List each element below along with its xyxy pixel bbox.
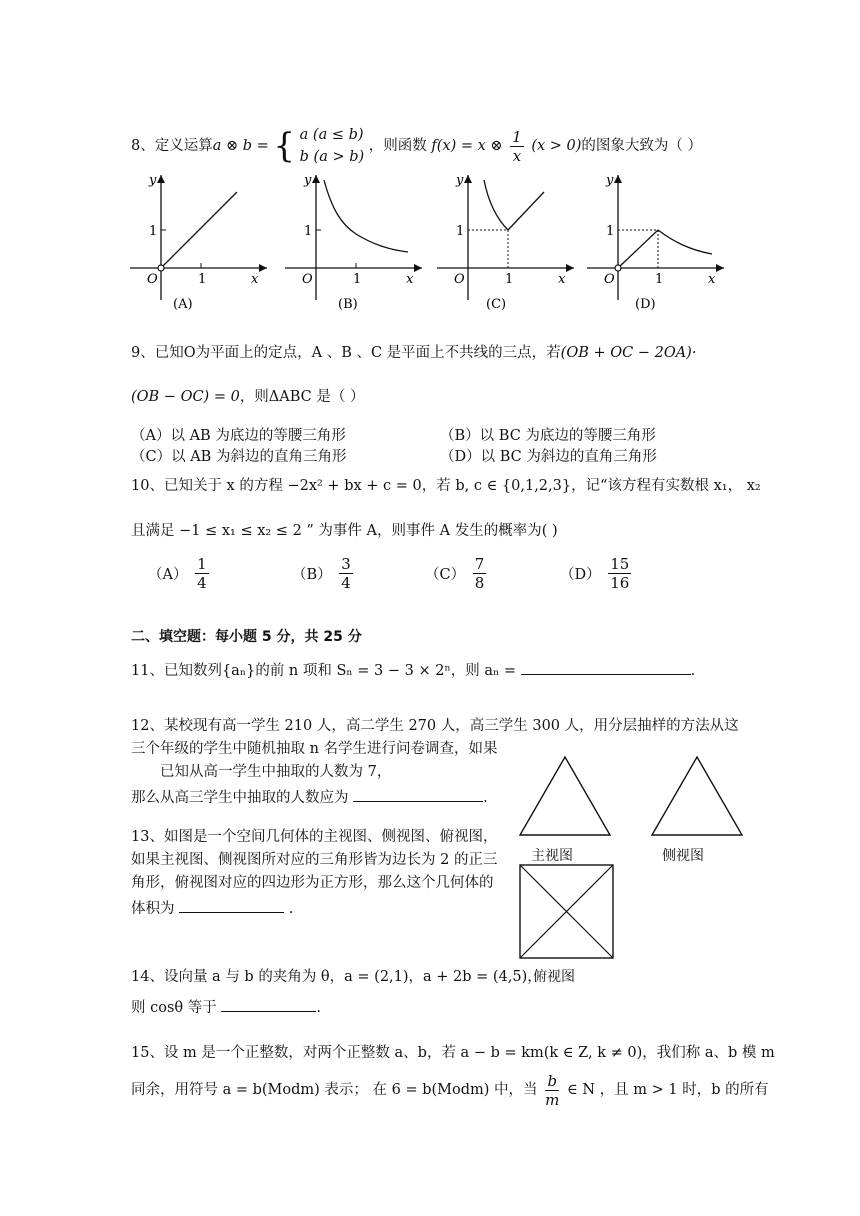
side-view-triangle bbox=[652, 757, 742, 835]
q13-end: . bbox=[284, 901, 294, 917]
graph-c-line bbox=[508, 192, 544, 230]
q12-line2: 三个年级的学生中随机抽取 n 名学生进行问卷调查，如果 bbox=[131, 741, 498, 757]
graph-c-tick-y: 1 bbox=[456, 224, 465, 239]
q10-option-a-frac bbox=[195, 555, 209, 592]
q13-line3: 角形，俯视图对应的四边形为正方形，那么这个几何体的 bbox=[131, 875, 494, 891]
q8-tail: 的图象大致为（ ） bbox=[581, 138, 703, 154]
q13-answer-blank[interactable] bbox=[179, 896, 284, 913]
graph-c-curve bbox=[484, 180, 508, 230]
graph-a-origin: O bbox=[147, 272, 158, 287]
q15-frac-den: m bbox=[545, 1090, 560, 1109]
graph-d-x: x bbox=[708, 272, 716, 287]
graph-c-tick-x: 1 bbox=[505, 272, 514, 287]
q10-a-den: 4 bbox=[197, 574, 207, 592]
side-view-label: 侧视图 bbox=[662, 848, 704, 864]
graph-d-tick-y: 1 bbox=[606, 224, 615, 239]
q10-option-b bbox=[292, 555, 356, 592]
graph-a-tick-y: 1 bbox=[149, 224, 158, 239]
q15-line1: 15、设 m 是一个正整数，对两个正整数 a、b，若 a − b = km(k ∈ Z, k ≠ 0)，我们称 a、b 模 m bbox=[131, 1045, 775, 1061]
q8-mid: ，则函数 bbox=[368, 138, 427, 154]
q9-line1 bbox=[131, 343, 696, 363]
graph-a-label: (A) bbox=[173, 297, 193, 312]
q10-a-num: 1 bbox=[197, 555, 207, 573]
q8-case1: a (a ≤ b) bbox=[299, 127, 364, 143]
graph-b-tick-x: 1 bbox=[353, 272, 362, 287]
graph-a-tick-x: 1 bbox=[198, 272, 207, 287]
graph-d-curve bbox=[658, 230, 712, 254]
q13-line1: 13、如图是一个空间几何体的主视图、侧视图、俯视图， bbox=[131, 829, 498, 845]
graph-b-y: y bbox=[304, 173, 312, 188]
q15-text2b: ∈ N ，且 m > 1 时，b 的所有 bbox=[567, 1082, 769, 1098]
q8-frac-den: x bbox=[512, 146, 522, 165]
graph-d-tick-x: 1 bbox=[655, 272, 664, 287]
graph-c-label: (C) bbox=[486, 297, 507, 312]
q9-option-a: （A）以 AB 为底边的等腰三角形 bbox=[131, 428, 346, 444]
q9-stem: 9、已知O为平面上的定点，A 、B 、C 是平面上不共线的三点，若 bbox=[131, 345, 561, 361]
q10-option-b-label: （B） bbox=[292, 567, 332, 583]
q10-option-c bbox=[425, 555, 489, 592]
section-2-heading: 二、填空题：每小题 5 分，共 25 分 bbox=[131, 629, 362, 645]
q10-b-den: 4 bbox=[341, 574, 351, 592]
q8-frac bbox=[510, 128, 524, 165]
q8-cond: (x > 0) bbox=[531, 138, 582, 154]
graph-d-label: (D) bbox=[635, 297, 656, 312]
q10-c-den: 8 bbox=[474, 574, 485, 592]
q8-fx: f(x) = x ⊗ bbox=[431, 138, 503, 154]
graph-b-tick-y: 1 bbox=[304, 224, 313, 239]
q10-option-d-frac bbox=[608, 555, 631, 592]
q12-end: . bbox=[483, 790, 488, 806]
top-view-label: 俯视图 bbox=[533, 969, 575, 985]
graph-d-origin: O bbox=[604, 272, 615, 287]
q8-frac-num: 1 bbox=[512, 127, 522, 146]
graph-d-line bbox=[618, 230, 658, 268]
q12-line1: 12、某校现有高一学生 210 人，高二学生 270 人，高三学生 300 人，用分层抽样的方法从这 bbox=[131, 718, 739, 734]
graph-c-x: x bbox=[558, 272, 566, 287]
q9-expr2: (OB − OC) = 0 bbox=[131, 389, 240, 405]
q13-text4: 体积为 bbox=[131, 901, 175, 917]
q11-answer-blank[interactable] bbox=[521, 658, 691, 675]
q14-answer-blank[interactable] bbox=[221, 995, 316, 1012]
graph-b-curve bbox=[324, 180, 408, 252]
q10-option-a-label: （A） bbox=[148, 567, 188, 583]
q12-answer-blank[interactable] bbox=[353, 785, 483, 802]
graph-c-y: y bbox=[456, 173, 464, 188]
q10-option-d bbox=[560, 555, 634, 592]
q8-graph-b bbox=[280, 170, 430, 315]
q10-line1: 10、已知关于 x 的方程 −2x² + bx + c = 0，若 b, c ∈ {0,1,2,3}，记“该方程有实数根 x₁， x₂ bbox=[131, 478, 761, 494]
q11-line bbox=[131, 658, 695, 681]
q10-d-den: 16 bbox=[610, 574, 630, 592]
q10-d-num: 15 bbox=[610, 555, 630, 573]
q9-expr1: (OB + OC − 2OA)· bbox=[560, 345, 697, 361]
q15-text2a: 同余，用符号 a = b(Modm) 表示； 在 6 = b(Modm) 中，当 bbox=[131, 1082, 538, 1098]
q9-option-d: （D）以 BC 为斜边的直角三角形 bbox=[440, 449, 657, 465]
graph-a-line bbox=[161, 192, 237, 268]
graph-b-origin: O bbox=[302, 272, 313, 287]
q8-brace: { bbox=[273, 126, 296, 166]
q12-line3: 已知从高一学生中抽取的人数为 7， bbox=[160, 764, 392, 780]
q10-c-num: 7 bbox=[474, 555, 485, 573]
graph-b-label: (B) bbox=[338, 297, 358, 312]
q8-graph-d bbox=[582, 170, 732, 315]
q14-text2: 则 cosθ 等于 bbox=[131, 1000, 217, 1016]
q8-case2: b (a > b) bbox=[299, 149, 365, 165]
q11-text: 11、已知数列{aₙ}的前 n 项和 Sₙ = 3 − 3 × 2ⁿ，则 aₙ = bbox=[131, 663, 517, 679]
q10-option-b-frac bbox=[339, 555, 353, 592]
graph-b-x: x bbox=[406, 272, 414, 287]
q9-option-c: （C）以 AB 为斜边的直角三角形 bbox=[131, 449, 347, 465]
q14-end: . bbox=[316, 1000, 321, 1016]
q8-cases bbox=[300, 124, 365, 168]
q15-frac bbox=[545, 1072, 559, 1109]
q8-number: 8、定义运算 bbox=[131, 138, 213, 154]
q11-end: . bbox=[690, 663, 696, 679]
q15-line2 bbox=[131, 1070, 769, 1110]
q8-stem bbox=[131, 124, 702, 168]
q9-tail: ，则ΔABC 是（ ） bbox=[239, 389, 365, 405]
q9-option-b: （B）以 BC 为底边的等腰三角形 bbox=[440, 428, 656, 444]
q14-line1: 14、设向量 a 与 b 的夹角为 θ，a = (2,1)，a + 2b = (4,5)， bbox=[131, 969, 542, 985]
graph-d-y: y bbox=[606, 173, 614, 188]
front-view-label: 主视图 bbox=[531, 848, 573, 864]
q10-option-d-label: （D） bbox=[560, 567, 601, 583]
q12-line4 bbox=[131, 785, 488, 808]
q8-op-expr: a ⊗ b = bbox=[212, 138, 269, 154]
q10-option-c-frac bbox=[473, 555, 487, 592]
q10-line2: 且满足 −1 ≤ x₁ ≤ x₂ ≤ 2 ” 为事件 A，则事件 A 发生的概率为( ) bbox=[131, 523, 558, 539]
q15-frac-num: b bbox=[545, 1072, 559, 1091]
q10-option-a bbox=[148, 555, 212, 592]
q10-b-num: 3 bbox=[341, 555, 351, 573]
graph-a-y: y bbox=[149, 173, 157, 188]
q9-line2 bbox=[131, 387, 365, 407]
q10-option-c-label: （C） bbox=[425, 567, 466, 583]
graph-c-origin: O bbox=[454, 272, 465, 287]
q8-graph-a bbox=[125, 170, 275, 315]
q8-graph-c bbox=[432, 170, 582, 315]
q13-line2: 如果主视图、侧视图所对应的三角形皆为边长为 2 的正三 bbox=[131, 852, 498, 868]
q13-line4 bbox=[131, 896, 293, 919]
q14-line2 bbox=[131, 995, 321, 1018]
graph-a-x: x bbox=[251, 272, 259, 287]
q12-text4: 那么从高三学生中抽取的人数应为 bbox=[131, 790, 349, 806]
front-view-triangle bbox=[520, 757, 610, 835]
